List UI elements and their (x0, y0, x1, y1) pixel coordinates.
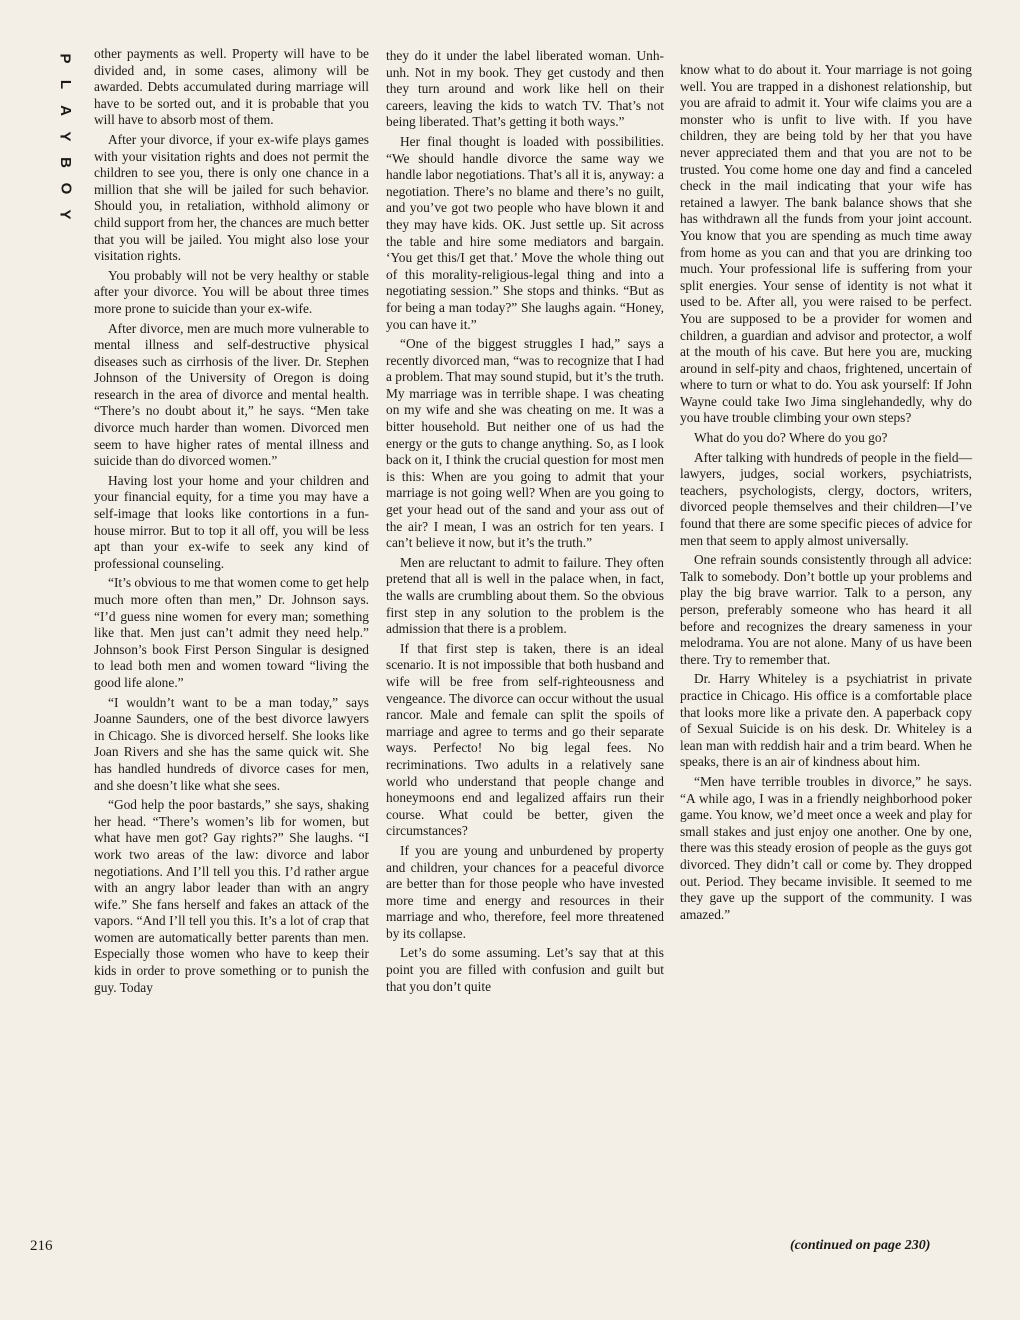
paragraph: other payments as well. Property will have to be divided and, in some cases, alimony will be awarded. Debts accumulated during marriage will have to be sorted out, and it is probable that you will have to absorb most of them. (94, 46, 369, 128)
article-column-1 (94, 46, 369, 999)
paragraph: know what to do about it. Your marriage is not going well. You are trapped in a dishonest relationship, but you are afraid to admit it. Your wife claims you are a monster who is unfit to live with. If you have children, they are being told by her that you have never appreciated them and that you are not to be trusted. You come home one day and find a canceled check in the mail indicating that your wife has retained a lawyer. The bank balance shows that she has withdrawn all the funds from your joint account. You know that you are spending as much time away from home as you can and that you are drinking too much. Your professional life is suffering from your split energies. Your sense of identity is not what it used to be. After all, you were raised to be perfect. You are supposed to be a provider for women and children, a guardian and advisor and protector, a wolf at the mouth of his cave. But here you are, mucking around in self-pity and chaos, frightened, uncertain of where to turn or what to do. You ask yourself: If John Wayne could take Iwo Jima singlehandedly, why do you have trouble climbing your own steps? (680, 62, 972, 426)
page-number: 216 (30, 1238, 53, 1254)
paragraph: “It’s obvious to me that women come to get help much more often than men,” Dr. Johnson says. “I’d guess nine women for every man; something like that. Men just can’t admit they need help.” Johnson’s book First Person Singular is designed to lead both men and women toward “living the good life alone.” (94, 575, 369, 690)
paragraph: Having lost your home and your children and your financial equity, for a time you may have a self-image that looks like contortions in a fun-house mirror. But to top it all off, you will be less apt than your ex-wife to seek any kind of professional counseling. (94, 472, 369, 571)
paragraph: If that first step is taken, there is an ideal scenario. It is not impossible that both husband and wife will be free from self-righteousness and vengeance. The divorce can occur without the usual rancor. Male and female can split the spoils of marriage and agree to terms and go their separate ways. Perfecto! No big legal fees. No recriminations. Two adults in a relatively sane world who understand that people change and honeymoons end and legalized affairs run their course. What could be better, given the circumstances? (386, 640, 664, 839)
paragraph: One refrain sounds consistently through all advice: Talk to somebody. Don’t bottle up your problems and play the big brave warrior. Talk to a person, any person, preferably someone who has heard it all before and recognizes the dreary sameness in your melodrama. You are not alone. Many of us have been there. Try to remember that. (680, 552, 972, 667)
paragraph: After your divorce, if your ex-wife plays games with your visitation rights and does not permit the children to see you, there is only one chance in a million that she will be jailed for such behavior. Should you, in retaliation, withhold alimony or child support from her, the chances are much better that you will be jailed. You might also lose your visitation rights. (94, 131, 369, 264)
continued-note: (continued on page 230) (790, 1238, 931, 1253)
running-head-letter: O (56, 182, 74, 196)
running-head (52, 46, 78, 228)
running-head-letter: Y (56, 131, 74, 143)
running-head-letter: L (56, 79, 74, 91)
paragraph: they do it under the label liberated woman. Unh-unh. Not in my book. They get custody and then they turn around and work like hell on their careers, leaving the kids to watch TV. That’s not being liberated. That’s getting it both ways.” (386, 48, 664, 130)
paragraph: Dr. Harry Whiteley is a psychiatrist in private practice in Chicago. His office is a comfortable place that looks more like a private den. A paperback copy of Sexual Suicide is on his desk. Dr. Whiteley is a lean man with reddish hair and a trim beard. When he speaks, there is an air of kindness about him. (680, 671, 972, 770)
article-column-3 (680, 62, 972, 926)
running-head-letter: P (56, 53, 74, 65)
paragraph: What do you do? Where do you go? (694, 430, 888, 446)
article-column-2 (386, 48, 664, 998)
running-head-letter: B (57, 157, 74, 169)
running-head-letter: A (57, 105, 74, 117)
paragraph: “God help the poor bastards,” she says, shaking her head. “There’s women’s lib for women, but what have men got? Gay rights?” She laughs. “I work two areas of the law: divorce and labor negotiations. And I’ll tell you this. I’d rather argue with an angry labor leader than with an angry wife.” She fans herself and fakes an attack of the vapors. “And I’ll tell you this. It’s a lot of crap that women are automatically better parents than men. Especially those women who have to keep their kids in order to prove something or to punish the guy. Today (94, 797, 369, 995)
running-head-letter: Y (56, 209, 74, 221)
paragraph: “One of the biggest struggles I had,” says a recently divorced man, “was to recognize that I had a problem. That may sound stupid, but it’s the truth. My marriage was in terrible shape. I was cheating on my wife and she was cheating on me. It was a bitter household. But neither one of us had the energy or the guts to change anything. So, as I look back on it, I think the crucial question for most men is this: When are you going to admit that your marriage is not going well? When are you going to get your head out of the sand and your ass out of the air? I mean, I was an ostrich for ten years. I can’t believe it now, but it’s the truth.” (386, 336, 664, 551)
paragraph: After talking with hundreds of people in the field—lawyers, judges, social workers, psychiatrists, teachers, psychologists, clergy, doctors, writers, divorced people themselves and their children—I’ve found that there are some specific pieces of advice for men that seem to apply almost universally. (680, 449, 972, 548)
paragraph: Her final thought is loaded with possibilities. “We should handle divorce the same way we handle labor negotiations. That’s all it is, anyway: a negotiation. There’s no blame and there’s no guilt, and you’ve got two people who have blown it and they may have kids. OK. Just settle up. Sit across the table and hire some mediators and bargain. ‘You get this/I get that.’ Move the whole thing out of this morality-religious-legal thing and into a negotiating session.” She stops and thinks. “But as for being a man today?” She laughs again. “Honey, you can have it.” (386, 133, 664, 332)
paragraph: Men are reluctant to admit to failure. They often pretend that all is well in the palace when, in fact, the walls are crumbling about them. So the obvious first step in any solution to the problem is the admission that there is a problem. (386, 554, 664, 637)
paragraph: After divorce, men are much more vulnerable to mental illness and self-destructive physical diseases such as cirrhosis of the liver. Dr. Stephen Johnson of the University of Oregon is doing research in the area of divorce and mental health. “There’s no doubt about it,” he says. “Men take divorce much harder than women. Divorced men seem to have higher rates of mental illness and suicide than do divorced women.” (94, 320, 369, 469)
paragraph: “I wouldn’t want to be a man today,” says Joanne Saunders, one of the best divorce lawyers in Chicago. She is divorced herself. She looks like Joan Rivers and she has the same quick wit. She has handled hundreds of divorce cases for men, and she doesn’t like what she sees. (94, 694, 369, 793)
paragraph: You probably will not be very healthy or stable after your divorce. You will be about three times more prone to suicide than your ex-wife. (94, 267, 369, 316)
paragraph: If you are young and unburdened by property and children, your chances for a peaceful divorce are better than for those people who have invested more time and energy and resources in their marriage and who, therefore, feel more threatened by its collapse. (386, 842, 664, 941)
paragraph: Let’s do some assuming. Let’s say that at this point you are filled with confusion and guilt but that you don’t quite (386, 945, 664, 994)
paragraph: “Men have terrible troubles in divorce,” he says. “A while ago, I was in a friendly neighborhood poker game. You know, we’d meet once a week and play for small stakes and just enjoy one another. One by one, there was this steady erosion of people as the guys got divorced. They didn’t call or come by. They dropped out. Period. They became invisible. It seemed to me they gave up the support of the community. I was amazed.” (680, 773, 972, 922)
